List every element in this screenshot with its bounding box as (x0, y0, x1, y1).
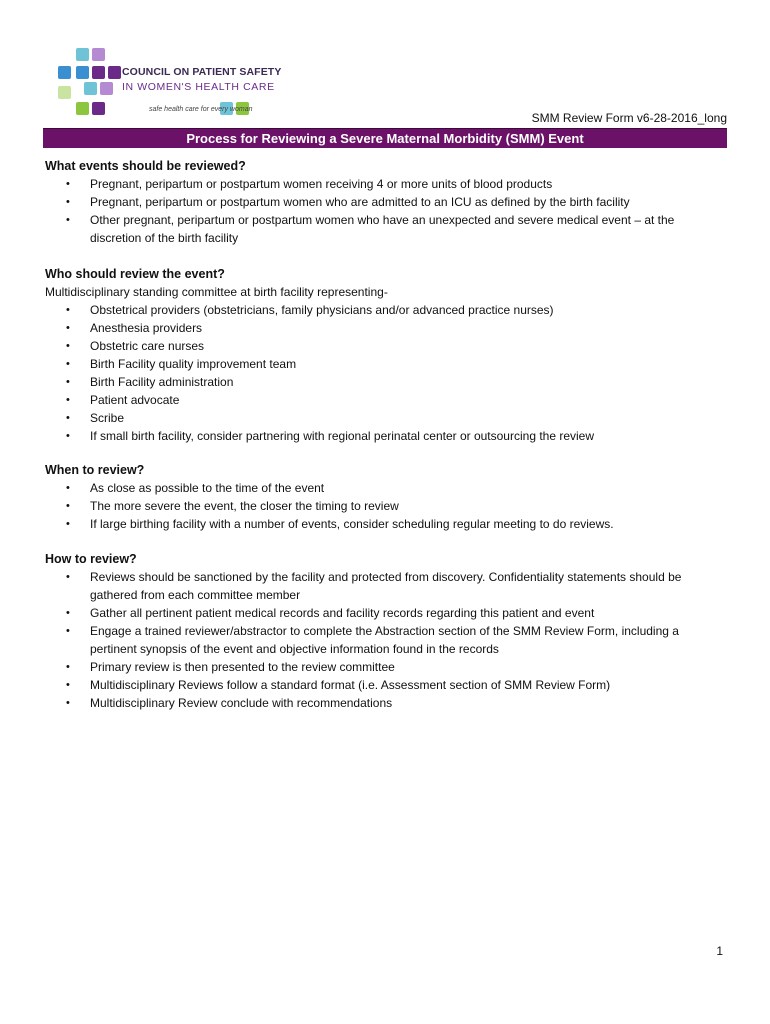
list-item (45, 409, 725, 427)
bullet-icon: • (66, 661, 70, 673)
list-item (45, 373, 725, 391)
bullet-icon: • (66, 322, 70, 334)
logo-square (108, 66, 121, 79)
list-item (45, 427, 725, 445)
bullet-icon: • (66, 340, 70, 352)
bullet-icon: • (66, 376, 70, 388)
section-intro: Multidisciplinary standing committee at birth facility representing- (45, 285, 388, 299)
bullet-list (45, 301, 725, 445)
logo-square (58, 86, 71, 99)
list-item (45, 391, 725, 409)
section-what-events (45, 157, 725, 247)
list-item-text: If small birth facility, consider partnering with regional perinatal center or outsourcing the review (90, 429, 595, 443)
title-banner (43, 128, 727, 148)
logo-square (92, 66, 105, 79)
bullet-icon: • (66, 500, 70, 512)
logo-square (76, 48, 89, 61)
bullet-icon: • (66, 412, 70, 424)
logo-title-line2: IN WOMEN'S HEALTH CARE (122, 81, 275, 93)
list-item-text: Birth Facility quality improvement team (90, 357, 297, 371)
list-item (45, 211, 725, 247)
logo-square (58, 66, 71, 79)
list-item (45, 193, 725, 211)
logo-square (84, 82, 97, 95)
list-item (45, 694, 725, 712)
list-item (45, 337, 725, 355)
list-item (45, 319, 725, 337)
list-item-text: Reviews should be sanctioned by the facility and protected from discovery. Confidentiality statements should be gathered from each committee member (90, 570, 682, 602)
list-item (45, 175, 725, 193)
bullet-icon: • (66, 625, 70, 637)
bullet-icon: • (66, 178, 70, 190)
section-heading: How to review? (45, 552, 137, 566)
list-item-text: Scribe (90, 411, 125, 425)
form-version-label: SMM Review Form v6-28-2016_long (531, 111, 727, 125)
logo-tagline: safe health care for every woman (149, 106, 253, 113)
list-item-text: Birth Facility administration (90, 375, 234, 389)
bullet-list (45, 568, 725, 712)
section-heading: What events should be reviewed? (45, 159, 246, 173)
list-item-text: Obstetric care nurses (90, 339, 205, 353)
bullet-icon: • (66, 482, 70, 494)
list-item-text: Pregnant, peripartum or postpartum women receiving 4 or more units of blood products (90, 177, 553, 191)
list-item-text: As close as possible to the time of the event (90, 481, 325, 495)
list-item-text: Engage a trained reviewer/abstractor to complete the Abstraction section of the SMM Review Form, including a pertinent synopsis of the event and objective information found in the records (90, 624, 679, 656)
section-heading: When to review? (45, 463, 145, 477)
bullet-icon: • (66, 394, 70, 406)
logo-square (92, 48, 105, 61)
bullet-icon: • (66, 679, 70, 691)
council-logo (54, 46, 284, 122)
list-item (45, 515, 725, 533)
list-item-text: Patient advocate (90, 393, 180, 407)
section-who-reviews (45, 265, 725, 445)
list-item-text: Other pregnant, peripartum or postpartum women who have an unexpected and severe medical event – at the discretion of the birth facility (90, 213, 675, 245)
list-item-text: Pregnant, peripartum or postpartum women who are admitted to an ICU as defined by the birth facility (90, 195, 630, 209)
list-item-text: If large birthing facility with a number of events, consider scheduling regular meeting to do reviews. (90, 517, 614, 531)
bullet-list (45, 175, 725, 247)
list-item-text: Anesthesia providers (90, 321, 203, 335)
bullet-icon: • (66, 196, 70, 208)
bullet-icon: • (66, 358, 70, 370)
bullet-icon: • (66, 697, 70, 709)
bullet-icon: • (66, 304, 70, 316)
bullet-icon: • (66, 607, 70, 619)
section-when-to-review (45, 461, 725, 533)
bullet-icon: • (66, 518, 70, 530)
logo-square (92, 102, 105, 115)
list-item (45, 604, 725, 622)
list-item-text: The more severe the event, the closer the timing to review (90, 499, 399, 513)
logo-title-line1: COUNCIL ON PATIENT SAFETY (122, 66, 282, 78)
list-item (45, 301, 725, 319)
list-item-text: Obstetrical providers (obstetricians, family physicians and/or advanced practice nurses) (90, 303, 554, 317)
section-how-to-review (45, 550, 725, 712)
bullet-icon: • (66, 214, 70, 226)
bullet-list (45, 479, 725, 533)
bullet-icon: • (66, 571, 70, 583)
bullet-icon: • (66, 430, 70, 442)
list-item-text: Gather all pertinent patient medical records and facility records regarding this patient and event (90, 606, 595, 620)
section-heading: Who should review the event? (45, 267, 225, 281)
list-item (45, 355, 725, 373)
logo-square (76, 102, 89, 115)
logo-square (76, 66, 89, 79)
page-title: Process for Reviewing a Severe Maternal Morbidity (SMM) Event (186, 131, 584, 146)
list-item (45, 658, 725, 676)
list-item (45, 568, 725, 604)
list-item-text: Multidisciplinary Review conclude with recommendations (90, 696, 393, 710)
list-item-text: Primary review is then presented to the review committee (90, 660, 395, 674)
list-item (45, 479, 725, 497)
logo-square (100, 82, 113, 95)
page-number: 1 (716, 944, 723, 958)
list-item (45, 622, 725, 658)
list-item (45, 676, 725, 694)
list-item-text: Multidisciplinary Reviews follow a standard format (i.e. Assessment section of SMM Review Form) (90, 678, 611, 692)
list-item (45, 497, 725, 515)
